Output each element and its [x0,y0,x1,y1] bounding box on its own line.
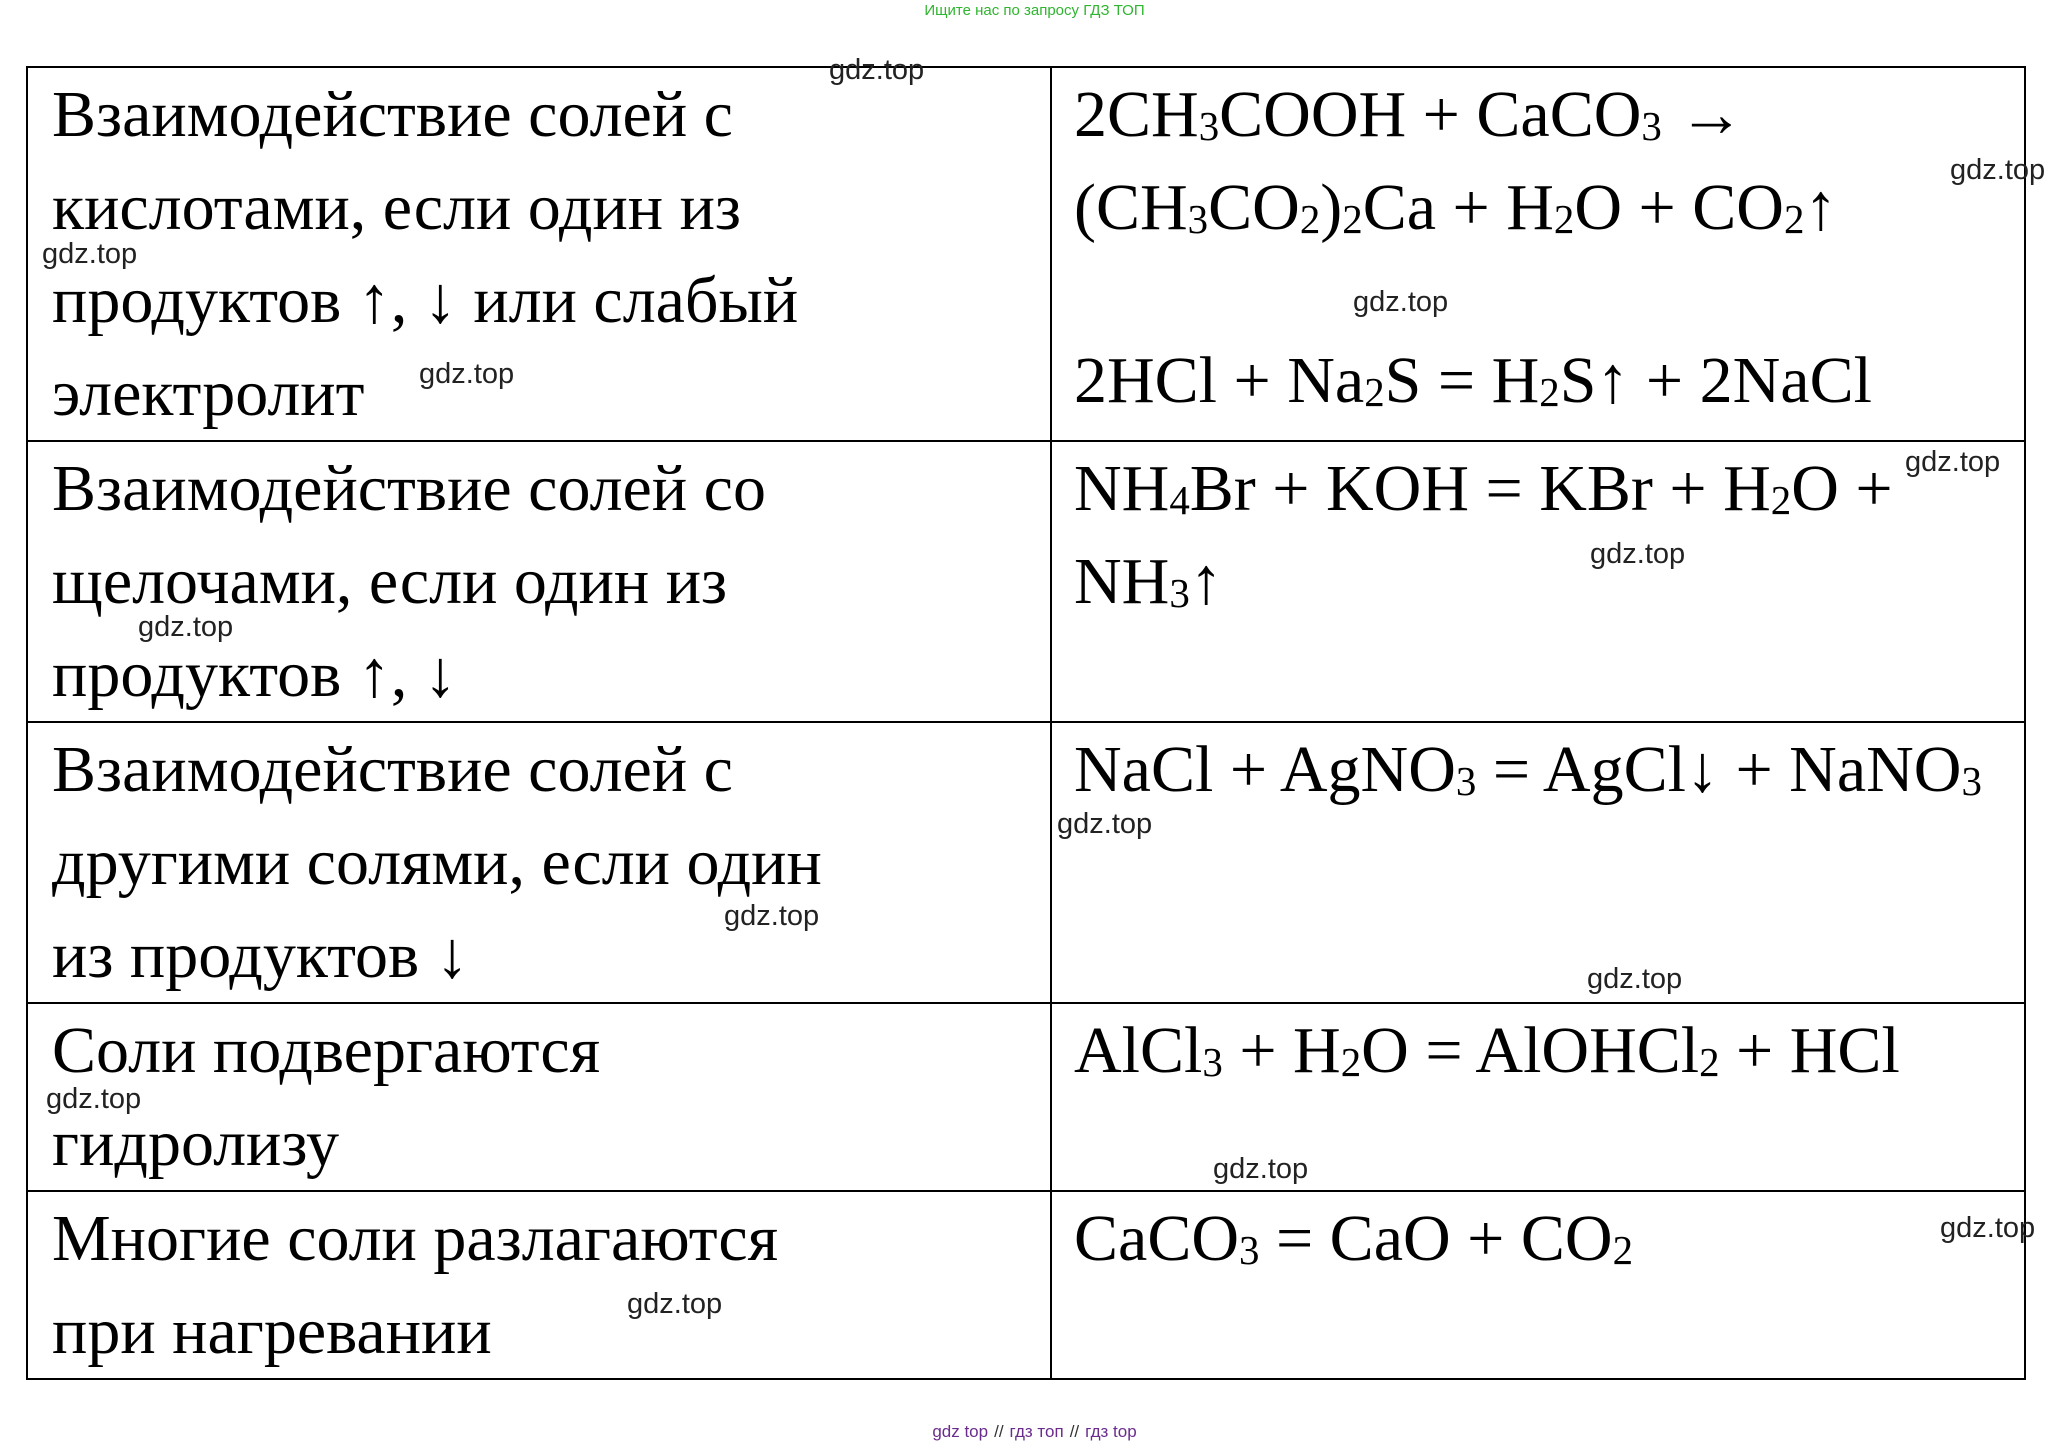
description-line: гидролизу [52,1107,340,1180]
subscript: 3 [1239,1228,1260,1274]
watermark: gdz.top [724,900,820,932]
watermark: gdz.top [829,54,925,86]
watermark: gdz.top [1940,1212,2036,1244]
description-line: электролит [52,357,365,430]
subscript: 2 [1783,197,1805,243]
subscript: 3 [1202,1040,1223,1086]
description-line: другими солями, если один [52,826,822,899]
reaction-description [27,1003,1051,1191]
table-row [27,441,2025,722]
subscript: 2 [1299,197,1321,243]
watermark: gdz.top [46,1083,142,1115]
reaction-equations [1051,1003,2025,1191]
watermark: gdz.top [138,611,234,643]
salt-reactions-table [26,66,2026,1380]
description-line: продуктов ↑, ↓ [52,638,457,711]
description-line: щелочами, если один из [52,545,728,618]
reaction-description [27,441,1051,722]
footer-link[interactable]: gdz top [932,1422,989,1441]
subscript: 3 [1198,104,1220,150]
subscript: 2 [1553,197,1575,243]
reaction-description [27,722,1051,1003]
description-line: из продуктов ↓ [52,919,469,992]
watermark: gdz.top [1057,808,1153,840]
table-row [27,67,2025,441]
subscript: 2 [1364,370,1385,416]
watermark: gdz.top [42,238,138,270]
subscript: 2 [1699,1040,1720,1086]
equation-line: NaCl + AgNO$_3$ = AgCl↓ + NaNO$_3$ [1074,733,1982,806]
equation-line: $2CH_3COOH$ + CaCO$_3$ → [1074,78,1745,151]
reaction-equations [1051,722,2025,1003]
footer-link[interactable]: гдз топ [1009,1422,1064,1441]
description-line: Соли подвергаются [52,1014,601,1087]
subscript: 2 [1770,478,1792,524]
watermark: gdz.top [1950,154,2046,186]
subscript: 3 [1187,197,1209,243]
table-row [27,1191,2025,1379]
description-line: Взаимодействие солей с [52,733,733,806]
table-row [27,722,2025,1003]
equation-line: $NH_3↑$ [1074,545,1223,618]
reaction-description [27,67,1051,441]
equation-line: $NH_4Br$ + KOH = KBr + $H_2O$ + [1074,452,1893,525]
subscript: 3 [1641,104,1662,150]
subscript: 2 [1342,197,1363,243]
description-line: при нагревании [52,1295,492,1368]
watermark: gdz.top [1590,538,1686,570]
subscript: 4 [1169,478,1190,524]
subscript: 3 [1455,759,1477,805]
description-line: Многие соли разлагаются [52,1202,779,1275]
equation-line: CaCO$_3$ = CaO + $CO_2$ [1074,1202,1634,1275]
description-line: Взаимодействие солей с [52,78,733,151]
description-line: продуктов ↑, ↓ или слабый [52,264,799,337]
table-row [27,1003,2025,1191]
reaction-equations [1051,67,2025,441]
description-line: кислотами, если один из [52,171,741,244]
description-line: Взаимодействие солей со [52,452,766,525]
watermark: gdz.top [1905,446,2001,478]
reaction-equations [1051,441,2025,722]
reaction-equations [1051,1191,2025,1379]
equation-line: AlCl$_3$ + $H_2O$ = AlOHCl$_2$ + HCl [1074,1014,1900,1087]
watermark: gdz.top [627,1288,723,1320]
footer-link[interactable]: гдз top [1085,1422,1137,1441]
watermark: gdz.top [1587,963,1683,995]
watermark: gdz.top [1213,1153,1309,1185]
subscript: 3 [1961,759,1982,805]
subscript: 3 [1169,571,1190,617]
equation-line: $2HCl + Na_2S$ = $H_2S↑$ + 2NaCl [1074,344,1872,417]
footer-links [0,1422,2069,1442]
top-banner: Ищите нас по запросу ГДЗ ТОП [924,2,1145,19]
footer-separator: // [994,1422,1004,1441]
watermark: gdz.top [1353,286,1449,318]
subscript: 2 [1340,1040,1362,1086]
reaction-description [27,1191,1051,1379]
equation-line: $(CH_3CO_2)_2Ca + H_2O$ + $CO_2↑$ [1074,171,1838,244]
watermark: gdz.top [419,358,515,390]
footer-separator: // [1069,1422,1080,1441]
subscript: 2 [1539,370,1560,416]
subscript: 2 [1612,1228,1634,1274]
